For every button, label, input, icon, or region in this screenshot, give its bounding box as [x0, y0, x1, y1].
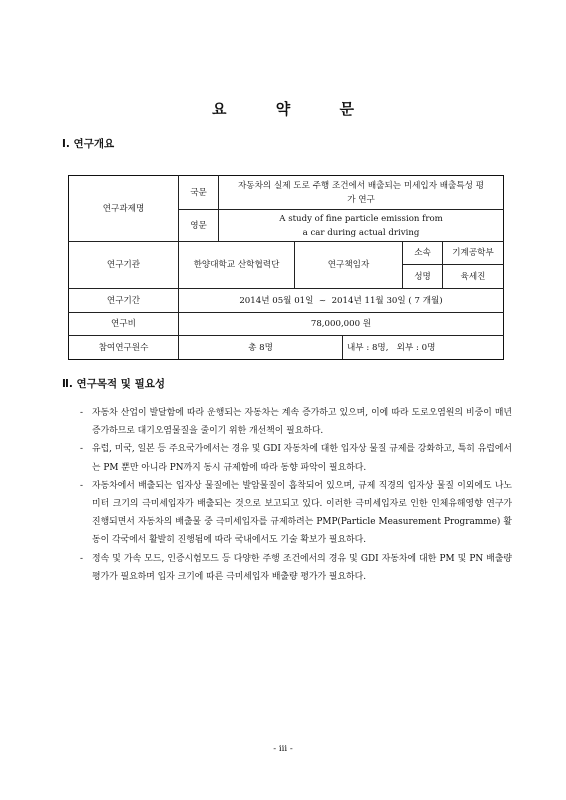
participants-label: 참여연구원수 — [69, 336, 179, 360]
period-label: 연구기간 — [69, 289, 179, 313]
cost-value: 78,000,000 원 — [179, 313, 504, 336]
bullet-text: 자동차 산업이 발달함에 따라 운행되는 자동차는 계속 증가하고 있으며, 이에 따라 도로오염원의 비중이 매년 증가하므로 대기오염물질을 줄이기 위한 개선책이 필요하다. — [92, 408, 512, 437]
name-value: 육세진 — [443, 265, 504, 289]
institution-label: 연구기관 — [69, 242, 179, 289]
section-heading-overview: Ⅰ. 연구개요 — [62, 138, 115, 150]
dash-marker: - — [80, 553, 83, 564]
section-heading-purpose: Ⅱ. 연구목적 및 필요성 — [62, 378, 166, 390]
cost-label: 연구비 — [69, 313, 179, 336]
institution-value: 한양대학교 산학협력단 — [179, 242, 295, 289]
list-item — [80, 440, 512, 476]
page-title: 요 약 문 — [212, 100, 376, 118]
list-item — [80, 477, 512, 550]
dash-marker: - — [80, 408, 83, 418]
dash-marker: - — [80, 480, 83, 491]
korean-label: 국문 — [179, 176, 219, 210]
researcher-label: 연구책임자 — [295, 242, 403, 289]
korean-title: 자동차의 실제 도로 주행 조건에서 배출되는 미세입자 배출특성 평가 연구 — [219, 176, 504, 210]
period-value: 2014년 05월 01일 ~ 2014년 11월 30일 ( 7 개월) — [179, 289, 504, 313]
name-label: 성명 — [403, 265, 443, 289]
list-item — [80, 404, 512, 440]
affiliation-label: 소속 — [403, 242, 443, 265]
english-label: 영문 — [179, 210, 219, 242]
participants-total: 총 8명 — [179, 336, 343, 360]
participants-detail: 내부 : 8명, 외부 : 0명 — [343, 336, 504, 360]
bullet-text: 유럽, 미국, 일본 등 주요국가에서는 경유 및 GDI 자동차에 대한 입자상 물질 규제를 강화하고, 특히 유럽에서는 PM 뿐만 아니라 PN까지 동시 규제함에 따라 동향 파악이 필요하다. — [92, 444, 512, 473]
purpose-bullet-list — [80, 404, 512, 586]
bullet-text: 정속 및 가속 모드, 인증시험모드 등 다양한 주행 조건에서의 경유 및 GDI 자동차에 대한 PM 및 PN 배출량 평가가 필요하며 입자 크기에 따른 극미세입자 배출량 평가가 필요하다. — [92, 553, 512, 582]
page-number: - iii - — [273, 744, 293, 754]
affiliation-value: 기계공학부 — [443, 242, 504, 265]
research-summary-table — [68, 175, 504, 360]
bullet-text: 자동차에서 배출되는 입자상 물질에는 발암물질이 흡착되어 있으며, 규제 직경의 입자상 물질 이외에도 나노미터 크기의 극미세입자가 배출되는 것으로 보고되고 있다. 이러한 극미세입자로 인한 인체유해영향 연구가 진행되면서 자동차의 배출물 중 극미세입자를 규제하려는 PMP(Particle Measurement Programme) 활동이 각국에서 활발히 진행됨에 따라 국내에서도 기술 확보가 필요하다. — [92, 480, 512, 546]
dash-marker: - — [80, 444, 83, 455]
english-title: A study of fine particle emission from a car during actual driving — [219, 210, 504, 242]
list-item — [80, 550, 512, 586]
project-title-label: 연구과제명 — [69, 176, 179, 242]
